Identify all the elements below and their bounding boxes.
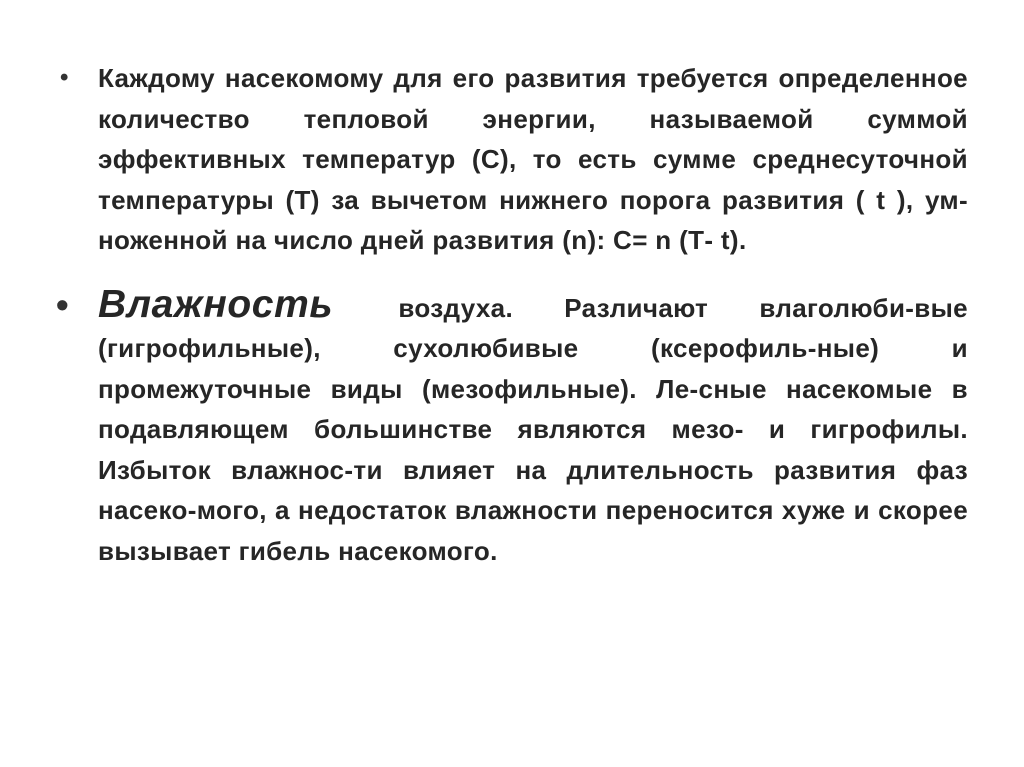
bullet-item-humidity — [56, 282, 968, 572]
paragraph-text: Каждому насекомому для его развития требуется определенное количество тепловой энергии, называемой суммой эффективных температур (С), то есть сумме среднесуточной температуры (Т) за вычетом нижнего порога развития ( t ), ум-ноженной на число дней развития (n): С= n (Т- t). — [98, 63, 968, 255]
emphasis-term: Влажность — [98, 282, 334, 326]
bullet-item-temperature — [56, 58, 968, 261]
bullet-marker: • — [60, 64, 69, 91]
paragraph-text: воздуха. Различают влаголюби-вые (гигрофильные), сухолюбивые (ксерофиль-ные) и промежуточные виды (мезофильные). Ле-сные насекомые в подавляющем большинстве являются мезо- и гигрофилы. Избыток влажнос-ти влияет на длительность развития фаз насеко-мого, а недостаток влажности переносится хуже и скорее вызывает гибель насекомого. — [98, 292, 968, 566]
bullet-list — [56, 58, 968, 571]
bullet-marker: • — [56, 283, 69, 325]
